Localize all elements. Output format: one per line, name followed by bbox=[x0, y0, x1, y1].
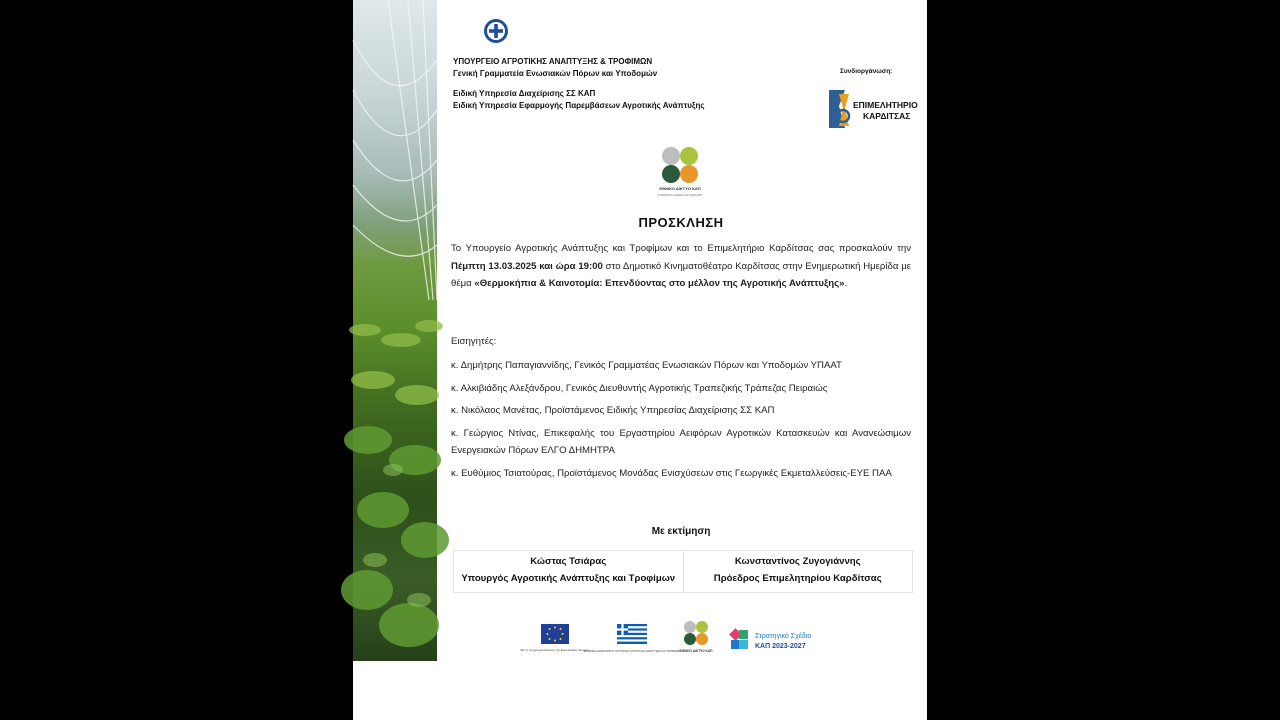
invitation-page bbox=[353, 0, 927, 720]
chamber-logo bbox=[825, 86, 917, 132]
rural-service: Ειδική Υπηρεσία Εφαρμογής Παρεμβάσεων Αγροτικής Ανάπτυξης bbox=[453, 101, 705, 110]
event-date-time: Πέμπτη 13.03.2025 και ώρα 19:00 bbox=[451, 260, 603, 272]
cap-network-small-text: ΕΘΝΙΚΟ ΔΙΚΤΥΟ ΚΑΠ bbox=[679, 649, 713, 653]
general-secretariat: Γενική Γραμματεία Ενωσιακών Πόρων και Υποδομών bbox=[453, 69, 658, 78]
greek-flag-icon bbox=[583, 624, 681, 658]
signature-chamber-president bbox=[683, 551, 913, 592]
chamber-logo-line1: ΕΠΙΜΕΛΗΤΗΡΙΟ bbox=[853, 100, 918, 110]
cap-network-logo-text: ΕΘΝΙΚΟ ΔΙΚΤΥΟ ΚΑΠ bbox=[659, 186, 701, 191]
signer-role: Πρόεδρος Επιμελητηρίου Καρδίτσας bbox=[713, 573, 882, 584]
signer-role: Υπουργός Αγροτικής Ανάπτυξης και Τροφίμων bbox=[461, 573, 676, 584]
speakers-heading: Εισηγητές: bbox=[451, 336, 497, 347]
cap-network-logo-subtext: ΣΤΡΑΤΗΓΙΚΟ ΣΧΕΔΙΟ ΚΑΠ 2023-2027 bbox=[657, 194, 703, 197]
invitation-body bbox=[451, 240, 911, 293]
invitation-end: . bbox=[844, 278, 848, 289]
greek-emblem-icon bbox=[483, 17, 509, 45]
speaker-item: κ. Γεώργιος Ντίνας, Επικεφαλής του Εργαστηρίου Αειφόρων Αγροτικών Κατασκευών και Ανανεώσιμων Ενεργειακών Πόρων ΕΛΓΟ ΔΗΜΗΤΡΑ bbox=[451, 428, 911, 456]
eu-flag-icon bbox=[520, 624, 590, 660]
speaker-item: κ. Ευθύμιος Τσιατούρας, Προϊστάμενος Μονάδας Ενισχύσεων στις Γεωργικές Εκμεταλλεύσεις-ΕΥΕ ΠΑΑ bbox=[451, 468, 892, 479]
signature-minister bbox=[454, 551, 683, 592]
greenhouse-photo bbox=[353, 0, 437, 661]
cap-strategic-plan-logo bbox=[729, 628, 821, 654]
cap-network-logo bbox=[658, 145, 702, 199]
event-topic: «Θερμοκήπια & Καινοτομία: Επενδύοντας στο μέλλον της Αγροτικής Ανάπτυξης» bbox=[474, 278, 845, 289]
speaker-item: κ. Αλκιβιάδης Αλεξάνδρου, Γενικός Διευθυντής Αγροτικής Τραπεζικής Τράπεζας Πειραιώς bbox=[451, 383, 828, 394]
strategic-plan-label: Στρατηγικό Σχέδιο bbox=[755, 633, 812, 640]
regards-text: Με εκτίμηση bbox=[651, 526, 711, 537]
ministry-heading bbox=[453, 56, 657, 80]
ministry-name: ΥΠΟΥΡΓΕΙΟ ΑΓΡΟΤΙΚΗΣ ΑΝΑΠΤΥΞΗΣ & ΤΡΟΦΙΜΩΝ bbox=[453, 57, 653, 66]
greek-ministry-text: ΕΛΛΗΝΙΚΗ ΔΗΜΟΚΡΑΤΙΑ ΥΠΟΥΡΓΕΙΟ ΑΓΡΟΤΙΚΗΣ ΑΝΑΠΤΥΞΗΣ ΚΑΙ ΤΡΟΦΙΜΩΝ bbox=[583, 650, 681, 653]
services-heading bbox=[453, 88, 705, 112]
invitation-intro: Το Υπουργείο Αγροτικής Ανάπτυξης και Τροφίμων και το Επιμελητήριο Καρδίτσας σας προσκαλούν την bbox=[451, 243, 911, 254]
event-venue: στο Δημοτικό Κινηματοθέατρο Καρδίτσας στην Ενημερωτική Ημερίδα με θέμα bbox=[451, 260, 911, 289]
cap-network-small-logo bbox=[681, 620, 711, 660]
signer-name: Κώστας Τσιάρας bbox=[530, 556, 607, 567]
chamber-logo-line2: ΚΑΡΔΙΤΣΑΣ bbox=[863, 111, 911, 121]
coorganization-label: Συνδιοργάνωση: bbox=[840, 68, 893, 75]
cap-period-label: ΚΑΠ 2023-2027 bbox=[755, 643, 806, 650]
eu-text: Με τη συγχρηματοδότηση της Ευρωπαϊκής Ένωσης bbox=[520, 648, 590, 652]
signature-table bbox=[453, 550, 913, 593]
invitation-title: ΠΡΟΣΚΛΗΣΗ bbox=[638, 215, 724, 230]
speaker-item: κ. Δημήτρης Παπαγιαννίδης, Γενικός Γραμματέας Ενωσιακών Πόρων και Υποδομών ΥΠΑΑΤ bbox=[451, 360, 842, 371]
cap-service: Ειδική Υπηρεσία Διαχείρισης ΣΣ ΚΑΠ bbox=[453, 89, 596, 98]
signer-name: Κωνσταντίνος Ζυγογιάννης bbox=[734, 556, 861, 567]
speaker-item: κ. Νικόλαος Μανέτας, Προϊστάμενος Ειδικής Υπηρεσίας Διαχείρισης ΣΣ ΚΑΠ bbox=[451, 405, 775, 416]
